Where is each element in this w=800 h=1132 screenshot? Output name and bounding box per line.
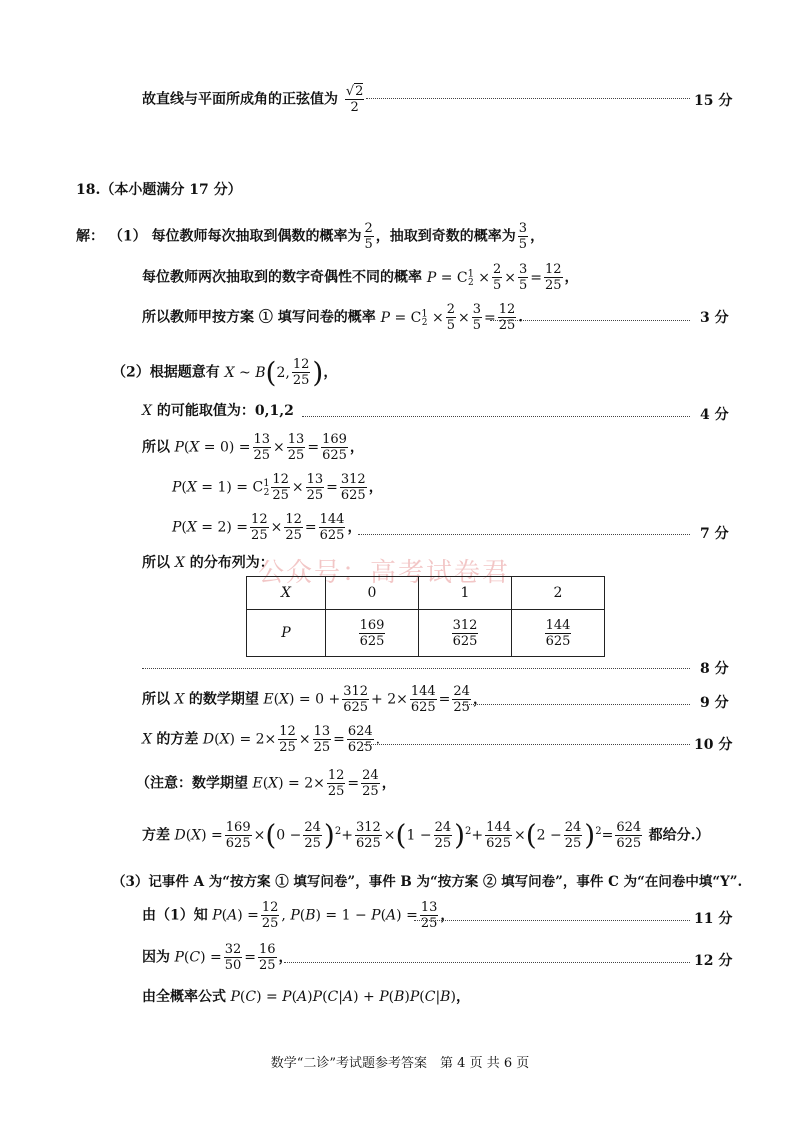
note-tail-text: 都给分.） — [648, 827, 710, 844]
score-leader — [284, 962, 690, 963]
page-footer: 数学“二诊”考试题参考答案 第 4 页 共 6 页 — [270, 1056, 530, 1071]
score-leader — [490, 320, 690, 321]
p1-line3-text: 所以教师甲按方案 ① 填写问卷的概率 — [142, 309, 376, 326]
p1-line1-text-a: 每位教师每次抽取到偶数的概率为 — [151, 228, 362, 245]
table-cell: 0 — [326, 577, 419, 610]
variance-line: X 的方差 D(X) = 2× $\frac{12}{25}$ × $\frac{13}{25}$ = $\frac{624}{625}$ . — [142, 724, 381, 755]
p2-values-line: X 的可能取值为：0,1,2 — [142, 403, 294, 419]
p3-line4-text: 由全概率公式 — [142, 989, 226, 1005]
table-row — [247, 577, 605, 610]
note-text-a: （注意：数学期望 — [136, 775, 248, 792]
score-10: 10 分 — [694, 737, 733, 753]
p2-line1: （2）根据题意有 X ~ B(2, $\frac{12}{25}$ )， — [112, 355, 338, 389]
score-8: 8 分 — [700, 661, 729, 677]
note-line1: （注意：数学期望 E(X) = 2× $\frac{12}{25}$ = $\frac{24}{25}$ ， — [136, 768, 396, 799]
p2-line1-text: （2）根据题意有 — [112, 364, 220, 381]
table-cell — [326, 610, 419, 657]
p1-line2: 每位教师两次抽取到的数字奇偶性不同的概率 $P = C^1_2$ × $\frac{2}{5}$ × $\frac{3}{5}$ = $\frac{12}{25}$ ， — [142, 262, 579, 293]
table-row — [247, 610, 605, 657]
score-3: 3 分 — [700, 310, 729, 326]
exp-text-a: 所以 — [142, 691, 170, 708]
p1-line1: 解： （1） 每位教师每次抽取到偶数的概率为 $\frac{2}{5}$ ，抽取到奇数的概率为 $\frac{3}{5}$ ， — [76, 221, 545, 252]
p1-line3: 所以教师甲按方案 ① 填写问卷的概率 $P = C^1_2$ × $\frac{2}{5}$ × $\frac{3}{5}$ = $\frac{12}{25}$ . — [142, 302, 524, 333]
p2-dist-line: 所以 X 的分布列为： — [142, 555, 274, 571]
fraction-3-5: $\frac{3}{5}$ — [518, 221, 528, 252]
p2-values-text: 的可能取值为：0,1,2 — [156, 403, 294, 419]
score-12: 12 分 — [694, 953, 733, 969]
fraction-sqrt2-over-2: $\frac{√2}{2}$ — [345, 84, 364, 115]
score-leader — [462, 704, 690, 705]
p3-line1: （3）记事件 A 为“按方案 ① 填写问卷”，事件 B 为“按方案 ② 填写问卷”，事件 C 为“在问卷中填“Y”. — [112, 874, 743, 890]
var-text: 的方差 — [156, 731, 199, 748]
dist-text-a: 所以 — [142, 555, 170, 571]
score-15: 15 分 — [694, 93, 733, 109]
p3-line4: 由全概率公式 P(C) = P(A)P(C|A) + P(B)P(C|B)， — [142, 989, 470, 1005]
expectation-line: 所以 X 的数学期望 E(X) = 0 + $\frac{312}{625}$ + 2× $\frac{144}{625}$ = $\frac{24}{25}$ ， — [142, 684, 487, 715]
p-x0-line: 所以 P(X = 0) = $\frac{13}{25}$ × $\frac{13}{25}$ = $\frac{169}{625}$ ， — [142, 432, 364, 463]
table-cell: 1 — [419, 577, 512, 610]
watermark: 公众号：高考试卷君 — [258, 558, 511, 588]
exp-text-b: 的数学期望 — [188, 691, 259, 708]
p3-line3: 因为 P(C) = $\frac{32}{50}$ = $\frac{16}{25}$ ， — [142, 942, 293, 973]
p1-line2-text: 每位教师两次抽取到的数字奇偶性不同的概率 — [142, 269, 422, 286]
p3-line2: 由（1）知 P(A) = $\frac{12}{25}$ , P(B) = 1 − P(A) = $\frac{13}{25}$ ， — [142, 900, 455, 931]
prob-numerator: 312 — [452, 617, 478, 633]
table-cell — [512, 610, 605, 657]
jie-label: 解： — [76, 228, 104, 245]
p1-line1-text-b: ，抽取到奇数的概率为 — [375, 228, 516, 245]
prob-numerator: 169 — [359, 617, 385, 633]
score-leader — [364, 744, 690, 745]
score-4: 4 分 — [700, 407, 729, 423]
table-cell: X — [247, 577, 326, 610]
p3-line2-text: 由（1）知 — [142, 907, 208, 924]
note-line2: 方差 D(X) = $\frac{169}{625}$ ×(0 − $\frac{24}{25}$ )$^2$+ $\frac{312}{625}$ ×(1 − $\frac{24}{25}$ )$^2$+ $\frac{144}{625}$ ×(2 − $\frac{24}{25}$ )$^2$= $\frac{624}{625}$ 都给分.） — [142, 818, 710, 852]
s17-final-text: 故直线与平面所成角的正弦值为 — [142, 91, 338, 108]
p3-line3-text: 因为 — [142, 949, 170, 966]
score-11: 11 分 — [694, 911, 733, 927]
s17-final-line — [142, 84, 366, 115]
score-leader — [142, 668, 690, 669]
prob-denominator: 625 — [359, 633, 385, 649]
p-x2-line: P(X = 2) = $\frac{12}{25}$ × $\frac{12}{25}$ = $\frac{144}{625}$ ， — [172, 512, 362, 543]
suoyi-text: 所以 — [142, 439, 170, 456]
score-leader — [358, 534, 690, 535]
score-7: 7 分 — [700, 526, 729, 542]
prob-denominator: 625 — [545, 633, 571, 649]
score-leader — [302, 416, 690, 417]
fraction-2-5: $\frac{2}{5}$ — [364, 221, 373, 252]
distribution-table — [246, 576, 605, 657]
table-cell — [419, 610, 512, 657]
table-cell: 2 — [512, 577, 605, 610]
prob-denominator: 625 — [452, 633, 478, 649]
q18-heading: 18.（本小题满分 17 分） — [76, 182, 242, 198]
dist-text-b: 的分布列为： — [189, 555, 274, 571]
note-var-label: 方差 — [142, 827, 170, 844]
score-leader — [366, 98, 690, 99]
p-x1-line: $P(X = 1) = C^1_2$ $\frac{12}{25}$ × $\frac{13}{25}$ = $\frac{312}{625}$ ， — [172, 472, 383, 503]
score-leader — [414, 920, 690, 921]
table-cell: P — [247, 610, 326, 657]
score-9: 9 分 — [700, 695, 729, 711]
prob-numerator: 144 — [545, 617, 571, 633]
p1-label: （1） — [108, 228, 147, 245]
